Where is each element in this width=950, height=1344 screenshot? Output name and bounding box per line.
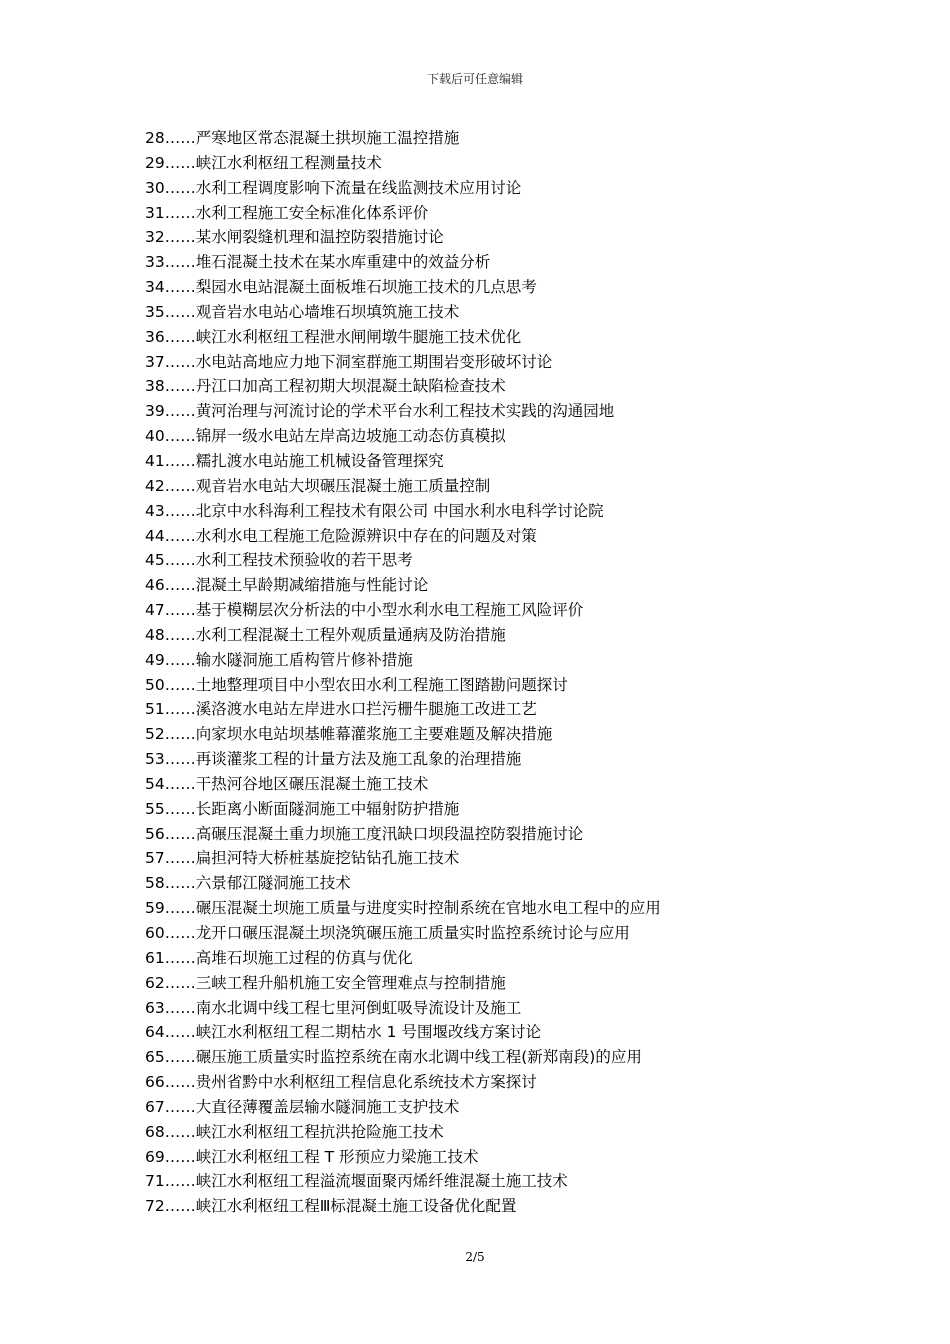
- toc-entry: 63……南水北调中线工程七里河倒虹吸导流设计及施工: [145, 998, 522, 1017]
- toc-entry: 36……峡江水利枢纽工程泄水闸闸墩牛腿施工技术优化: [145, 327, 522, 346]
- toc-entry: 29……峡江水利枢纽工程测量技术: [145, 153, 382, 172]
- toc-entry: 28……严寒地区常态混凝土拱坝施工温控措施: [145, 129, 460, 147]
- toc-entry: 32……某水闸裂缝机理和温控防裂措施讨论: [145, 228, 444, 247]
- toc-entry: 51……溪洛渡水电站左岸进水口拦污栅牛腿施工改进工艺: [145, 700, 537, 719]
- toc-entry: 57……扁担河特大桥桩基旋挖钻钻孔施工技术: [145, 849, 460, 868]
- toc-entry: 68……峡江水利枢纽工程抗洪抢险施工技术: [145, 1122, 444, 1141]
- toc-entry: 72……峡江水利枢纽工程Ⅲ标混凝土施工设备优化配置: [145, 1197, 517, 1216]
- toc-entry: 31……水利工程施工安全标准化体系评价: [145, 203, 429, 222]
- toc-entry: 50……土地整理项目中小型农田水利工程施工图踏勘问题探讨: [145, 675, 568, 694]
- toc-entry: 39……黄河治理与河流讨论的学术平台水利工程技术实践的沟通园地: [145, 402, 615, 421]
- toc-list: [145, 126, 845, 1219]
- toc-entry: 34……梨园水电站混凝土面板堆石坝施工技术的几点思考: [145, 278, 537, 297]
- toc-entry: 61……高堆石坝施工过程的仿真与优化: [145, 948, 413, 967]
- toc-entry: 67……大直径薄覆盖层输水隧洞施工支护技术: [145, 1097, 460, 1116]
- toc-entry: 56……高碾压混凝土重力坝施工度汛缺口坝段温控防裂措施讨论: [145, 824, 584, 843]
- toc-entry: 69……峡江水利枢纽工程 T 形预应力梁施工技术: [145, 1147, 479, 1166]
- toc-entry: 40……锦屏一级水电站左岸高边坡施工动态仿真模拟: [145, 427, 506, 446]
- toc-entry: 53……再谈灌浆工程的计量方法及施工乱象的治理措施: [145, 750, 522, 769]
- page-header: 下载后可任意编辑: [426, 72, 523, 86]
- toc-entry: 46……混凝土早龄期减缩措施与性能讨论: [145, 576, 429, 595]
- toc-entry: 48……水利工程混凝土工程外观质量通病及防治措施: [145, 625, 506, 644]
- toc-entry: 43……北京中水科海利工程技术有限公司 中国水利水电科学讨论院: [145, 501, 604, 520]
- toc-entry: 64……峡江水利枢纽工程二期枯水 1 号围堰改线方案讨论: [145, 1023, 541, 1042]
- toc-entry: 41……糯扎渡水电站施工机械设备管理探究: [145, 451, 444, 470]
- toc-entry: 35……观音岩水电站心墙堆石坝填筑施工技术: [145, 302, 460, 321]
- toc-entry: 59……碾压混凝土坝施工质量与进度实时控制系统在官地水电工程中的应用: [145, 899, 661, 918]
- toc-entry: 54……干热河谷地区碾压混凝土施工技术: [145, 774, 429, 793]
- page-number: 2/5: [465, 1250, 485, 1264]
- toc-entry: 44……水利水电工程施工危险源辨识中存在的问题及对策: [145, 526, 537, 545]
- toc-entry: 52……向家坝水电站坝基帷幕灌浆施工主要难题及解决措施: [145, 725, 553, 744]
- toc-entry: 58……六景郁江隧洞施工技术: [145, 874, 351, 893]
- toc-entry: 38……丹江口加高工程初期大坝混凝土缺陷检查技术: [145, 377, 506, 396]
- toc-entry: 60……龙开口碾压混凝土坝浇筑碾压施工质量实时监控系统讨论与应用: [145, 924, 630, 942]
- toc-entry: 47……基于模糊层次分析法的中小型水利水电工程施工风险评价: [145, 601, 584, 620]
- toc-entry: 30……水利工程调度影响下流量在线监测技术应用讨论: [145, 178, 522, 197]
- toc-entry: 49……输水隧洞施工盾构管片修补措施: [145, 650, 413, 669]
- toc-entry: 62……三峡工程升船机施工安全管理难点与控制措施: [145, 973, 506, 992]
- toc-entry: 55……长距离小断面隧洞施工中辐射防护措施: [145, 799, 460, 818]
- toc-entry: 71……峡江水利枢纽工程溢流堰面聚丙烯纤维混凝土施工技术: [145, 1172, 568, 1191]
- toc-entry: 45……水利工程技术预验收的若干思考: [145, 551, 413, 570]
- toc-entry: 37……水电站高地应力地下洞室群施工期围岩变形破坏讨论: [145, 352, 553, 371]
- toc-entry: 42……观音岩水电站大坝碾压混凝土施工质量控制: [145, 476, 491, 495]
- toc-entry: 65……碾压施工质量实时监控系统在南水北调中线工程(新郑南段)的应用: [145, 1048, 642, 1067]
- toc-entry: 66……贵州省黔中水利枢纽工程信息化系统技术方案探讨: [145, 1073, 537, 1092]
- toc-entry: 33……堆石混凝土技术在某水库重建中的效益分析: [145, 253, 491, 272]
